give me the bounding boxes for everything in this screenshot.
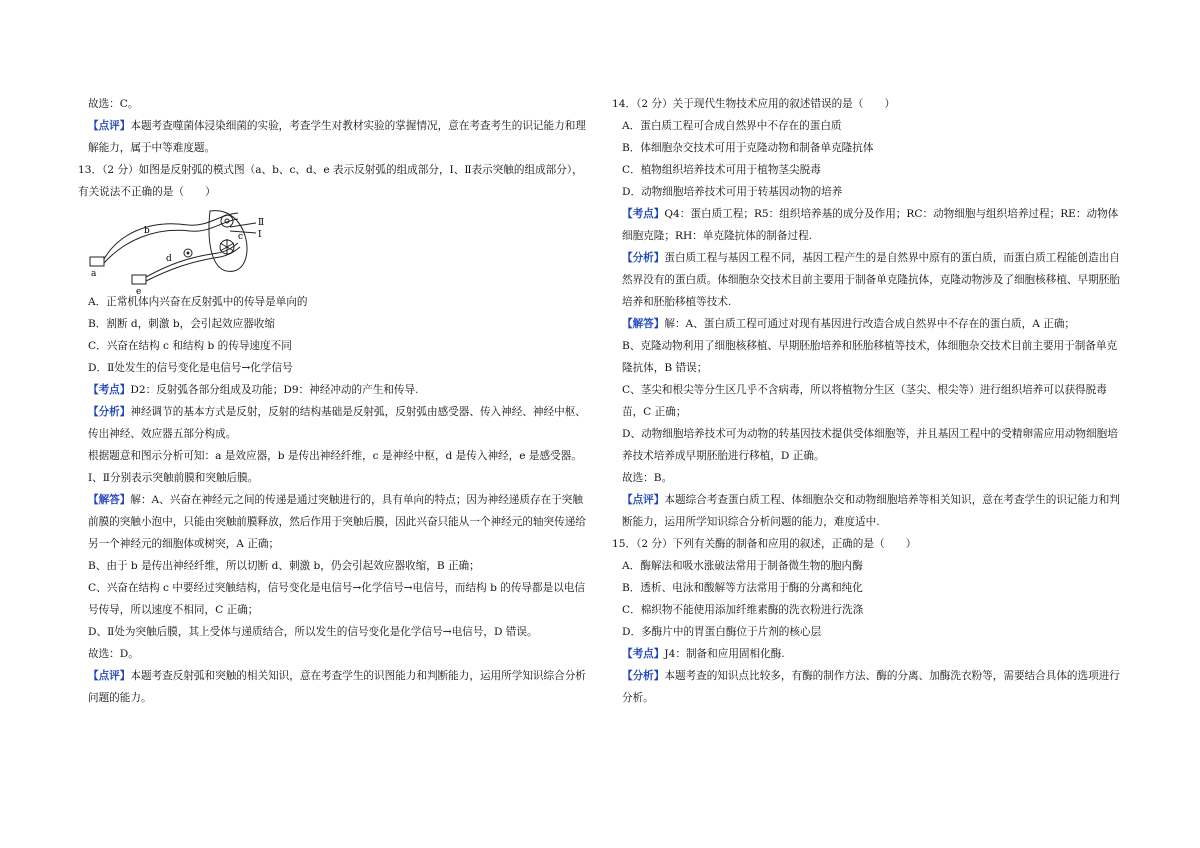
efferent-fiber (104, 213, 238, 259)
left-column (78, 93, 588, 709)
label-II: Ⅱ (258, 218, 265, 228)
q14-comment-text: 本题综合考查蛋白质工程、体细胞杂交和动物细胞培养等相关知识，意在考查学生的识记能力和判断能力，运用所学知识综合分析问题的能力，难度适中. (622, 494, 1120, 528)
reflex-arc-figure (88, 205, 288, 297)
q14-knowledge-text: Q4：蛋白质工程；R5：组织培养基的成分及作用；RC：动物细胞与组织培养过程；RE：动物体细胞克隆；RH：单克隆抗体的制备过程. (622, 208, 1119, 242)
reflex-arc-diagram (88, 205, 588, 297)
analysis-paragraph-2: 根据题意和图示分析可知：a 是效应器，b 是传出神经纤维，c 是神经中枢，d 是传入神经，e 是感受器。Ⅰ、Ⅱ分别表示突触前膜和突触后膜。 (88, 450, 582, 484)
option-a: A．正常机体内兴奋在反射弧中的传导是单向的 (88, 296, 308, 308)
solution-c: C、兴奋在结构 c 中要经过突触结构，信号变化是电信号→化学信号→电信号，而结构 b 的传导都是以电信号传导，所以速度不相同，C 正确； (88, 582, 585, 616)
q14-knowledge-point (612, 203, 1122, 247)
solution-text: 解：A、兴奋在神经元之间的传递是通过突触进行的，具有单向的特点；因为神经递质存在于突触前膜的突触小泡中，只能由突触前膜释放，然后作用于突触后膜，因此兴奋只能从一个神经元的轴突传递给另一个神经元的细胞体或树突，A 正确； (88, 494, 586, 550)
q14-analysis-tag: 【分析】 (622, 252, 665, 264)
label-I: Ⅰ (258, 230, 262, 240)
label-b: b (144, 226, 150, 236)
q15-option-b: B．透析、电泳和酸解等方法常用于酶的分离和纯化 (622, 582, 863, 594)
question-13-stem: 13．（2 分）如图是反射弧的模式图（a、b、c、d、e 表示反射弧的组成部分，Ⅰ、Ⅱ表示突触的组成部分），有关说法不正确的是（ ） (78, 164, 583, 198)
q14-solution-b: B、克隆动物利用了细胞核移植、早期胚胎培养和胚胎移植等技术，体细胞杂交技术目前主要用于制备单克隆抗体，B 错误； (622, 340, 1118, 374)
receptor-box (132, 275, 146, 284)
question-14-stem: 14．（2 分）关于现代生物技术应用的叙述错误的是（ ） (612, 98, 896, 110)
knowledge-point (78, 379, 588, 401)
analysis-paragraph (78, 401, 588, 445)
solution-tag: 【解答】 (88, 494, 131, 506)
analysis-tag: 【分析】 (88, 406, 131, 418)
q15-knowledge-tag: 【考点】 (622, 648, 665, 660)
q14-solution-c: C、茎尖和根尖等分生区几乎不含病毒，所以将植物分生区（茎尖、根尖等）进行组织培养可以获得脱毒苗，C 正确； (622, 384, 1107, 418)
solution-d: D、Ⅱ处为突触后膜，其上受体与递质结合，所以发生的信号变化是化学信号→电信号，D 错误。 (88, 626, 538, 638)
q14-solution-tag: 【解答】 (622, 318, 665, 330)
comment-tag: 【点评】 (88, 120, 131, 132)
q14-comment-tag: 【点评】 (622, 494, 665, 506)
q14-solution (612, 313, 1122, 335)
q14-option-d: D．动物细胞培养技术可用于转基因动物的培养 (622, 186, 843, 198)
comment-paragraph-13 (78, 665, 588, 709)
q14-option-c: C．植物组织培养技术可用于植物茎尖脱毒 (622, 164, 821, 176)
q15-analysis (612, 665, 1122, 709)
label-e: e (136, 287, 142, 297)
solution-b: B、由于 b 是传出神经纤维，所以切断 d、刺激 b，仍会引起效应器收缩，B 正确； (88, 560, 480, 572)
q15-knowledge-text: J4：制备和应用固相化酶. (664, 648, 785, 660)
q14-answer-line: 故选：B。 (622, 472, 673, 484)
comment-text-13: 本题考查反射弧和突触的相关知识，意在考查学生的识图能力和判断能力，运用所学知识综合分析问题的能力。 (88, 670, 586, 704)
comment-tag-13: 【点评】 (88, 670, 131, 682)
label-d: d (166, 254, 172, 264)
option-d: D．Ⅱ处发生的信号变化是电信号→化学信号 (88, 362, 293, 374)
q14-solution-text: 解：A、蛋白质工程可通过对现有基因进行改造合成自然界中不存在的蛋白质，A 正确； (664, 318, 1076, 330)
knowledge-tag: 【考点】 (88, 384, 131, 396)
q14-analysis-text: 蛋白质工程与基因工程不同，基因工程产生的是自然界中原有的蛋白质，而蛋白质工程能创造出自然界没有的蛋白质。体细胞杂交技术目前主要用于制备单克隆抗体，克隆动物涉及了细胞核移植、早期胚胎培养和胚胎移植等技术. (622, 252, 1120, 308)
answer-line-13: 故选：D。 (88, 648, 139, 660)
ganglion-nucleus (187, 252, 190, 255)
afferent-fiber-2 (146, 247, 240, 281)
knowledge-text: D2：反射弧各部分组成及功能；D9：神经冲动的产生和传导. (130, 384, 419, 396)
question-15-stem: 15．（2 分）下列有关酶的制备和应用的叙述，正确的是（ ） (612, 538, 917, 550)
answer-line: 故选：C。 (88, 98, 139, 110)
option-c: C．兴奋在结构 c 和结构 b 的传导速度不同 (88, 340, 292, 352)
q14-knowledge-tag: 【考点】 (622, 208, 665, 220)
q14-comment (612, 489, 1122, 533)
analysis-text: 神经调节的基本方式是反射，反射的结构基础是反射弧，反射弧由感受器、传入神经、神经中枢、传出神经、效应器五部分构成。 (88, 406, 586, 440)
comment-paragraph (78, 115, 588, 159)
option-b: B．割断 d，刺激 b，会引起效应器收缩 (88, 318, 275, 330)
q15-analysis-tag: 【分析】 (622, 670, 665, 682)
q15-option-c: C．棉织物不能使用添加纤维素酶的洗衣粉进行洗涤 (622, 604, 864, 616)
effector-box (90, 257, 104, 266)
q15-option-a: A．酶解法和吸水涨破法常用于制备微生物的胞内酶 (622, 560, 863, 572)
right-column (612, 93, 1122, 709)
q14-solution-d: D、动物细胞培养技术可为动物的转基因技术提供受体细胞等，并且基因工程中的受精卵需应用动物细胞培养技术培养成早期胚胎进行移植，D 正确。 (622, 428, 1118, 462)
q14-analysis (612, 247, 1122, 313)
label-a: a (91, 269, 97, 279)
comment-text: 本题考查噬菌体浸染细菌的实验，考查学生对教材实验的掌握情况，意在考查考生的识记能力和理解能力，属于中等难度题。 (88, 120, 586, 154)
q14-option-a: A．蛋白质工程可合成自然界中不存在的蛋白质 (622, 120, 842, 132)
q14-option-b: B．体细胞杂交技术可用于克隆动物和制备单克隆抗体 (622, 142, 874, 154)
q15-knowledge-point (612, 643, 1122, 665)
q15-option-d: D．多酶片中的胃蛋白酶位于片剂的核心层 (622, 626, 822, 638)
pointer-II (230, 223, 256, 227)
solution-paragraph (78, 489, 588, 555)
q15-analysis-text: 本题考查的知识点比较多，有酶的制作方法、酶的分离、加酶洗衣粉等，需要结合具体的选项进行分析。 (622, 670, 1120, 704)
label-c: c (238, 232, 244, 242)
